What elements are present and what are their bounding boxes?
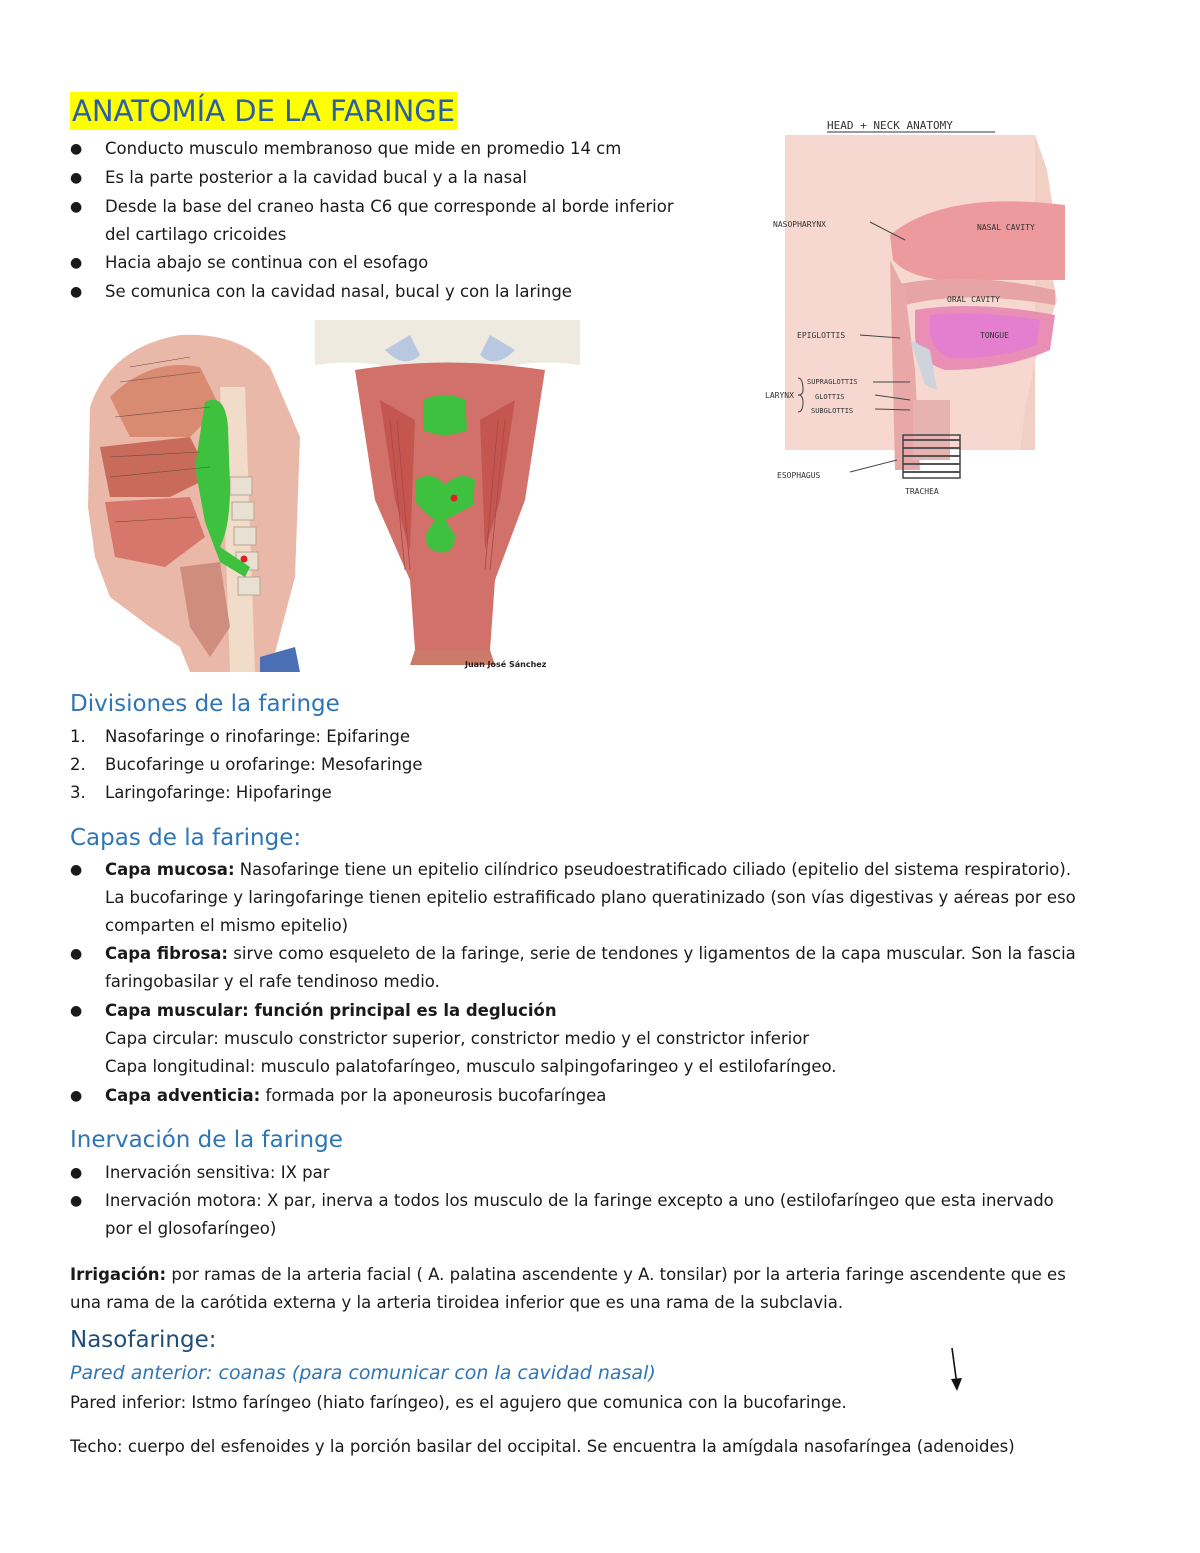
irrigacion-paragraph	[70, 1265, 1066, 1285]
nasofaringe-techo: Techo: cuerpo del esfenoides y la porción basilar del occipital. Se encuentra la amígdala nasofaríngea (adenoides)	[70, 1437, 1015, 1456]
term-text: sirve como esqueleto de la faringe, serie de tendones y ligamentos de la capa muscular. Son la fascia	[228, 944, 1076, 963]
list-number: 2.	[70, 755, 86, 774]
list-number: 3.	[70, 783, 86, 802]
posterior-pharynx-figure	[315, 320, 580, 672]
term-label: Capa fibrosa:	[105, 944, 229, 963]
list-item-continuation: Capa circular: musculo constrictor superior, constrictor medio y el constrictor inferior	[105, 1029, 810, 1048]
list-item: Bucofaringe u orofaringe: Mesofaringe	[105, 755, 423, 774]
list-item-mucosa	[105, 860, 1071, 880]
list-item-continuation: faringobasilar y el rafe tendinoso medio.	[105, 972, 440, 991]
nasofaringe-pared-anterior: Pared anterior: coanas (para comunicar con la cavidad nasal)	[70, 1362, 656, 1384]
list-item-continuation: por el glosofaríngeo)	[105, 1219, 277, 1238]
posterior-pharynx-illustration	[315, 320, 580, 672]
list-item: Inervación motora: X par, inerva a todos los musculo de la faringe excepto a uno (estilofaríngeo que esta inervado	[105, 1191, 1054, 1210]
term-label: Capa adventicia:	[105, 1086, 261, 1105]
term-text: Nasofaringe tiene un epitelio cilíndrico pseudoestratificado ciliado (epitelio del sistema respiratorio).	[234, 860, 1072, 879]
list-item-continuation: del cartilago cricoides	[105, 225, 287, 244]
esophagus-label: ESOPHAGUS	[777, 471, 821, 480]
section-heading-nasofaringe: Nasofaringe:	[70, 1327, 217, 1353]
nasofaringe-pared-inferior: Pared inferior: Istmo faríngeo (hiato faríngeo), es el agujero que comunica con la bucofaringe.	[70, 1393, 847, 1412]
image-credit: Juan José Sánchez	[465, 660, 547, 669]
glottis-label: GLOTTIS	[815, 393, 845, 401]
nasal-cavity-label: NASAL CAVITY	[977, 223, 1035, 232]
bullet-icon: ●	[70, 1193, 83, 1209]
list-item-continuation: La bucofaringe y laringofaringe tienen epitelio estrafificado plano queratinizado (son vías digestivas y aéreas por eso	[105, 888, 1076, 907]
tongue-label: TONGUE	[980, 331, 1009, 340]
term-label: Capa muscular: función principal es la deglución	[105, 1001, 557, 1020]
bullet-icon: ●	[70, 170, 83, 186]
head-neck-anatomy-figure	[765, 110, 1065, 500]
bullet-icon: ●	[70, 946, 83, 962]
term-label: Capa mucosa:	[105, 860, 235, 879]
subglottis-label: SUBGLOTTIS	[811, 407, 854, 415]
list-item: Inervación sensitiva: IX par	[105, 1163, 330, 1182]
oral-cavity-label: ORAL CAVITY	[947, 295, 1000, 304]
larynx-label: LARYNX	[765, 391, 794, 400]
list-item: Es la parte posterior a la cavidad bucal y a la nasal	[105, 168, 527, 187]
list-item: Se comunica con la cavidad nasal, bucal y con la laringe	[105, 282, 572, 301]
figure-title: HEAD + NECK ANATOMY	[827, 119, 953, 132]
nasopharynx-label: NASOPHARYNX	[773, 220, 826, 229]
sagittal-section-figure	[70, 327, 308, 672]
section-heading-divisiones: Divisiones de la faringe	[70, 691, 340, 717]
list-item: Hacia abajo se continua con el esofago	[105, 253, 429, 272]
term-text: formada por la aponeurosis bucofaríngea	[260, 1086, 607, 1105]
list-item: Desde la base del craneo hasta C6 que corresponde al borde inferior	[105, 197, 674, 216]
list-item: Nasofaringe o rinofaringe: Epifaringe	[105, 727, 411, 746]
list-item-fibrosa	[105, 944, 1076, 964]
list-number: 1.	[70, 727, 86, 746]
sagittal-section-illustration	[70, 327, 308, 672]
list-item-continuation: comparten el mismo epitelio)	[105, 916, 349, 935]
section-heading-inervacion: Inervación de la faringe	[70, 1127, 343, 1153]
epiglottis-label: EPIGLOTTIS	[797, 331, 846, 340]
term-label: Irrigación:	[70, 1265, 167, 1284]
bullet-icon: ●	[70, 141, 83, 157]
bullet-icon: ●	[70, 1088, 83, 1104]
term-text: por ramas de la arteria facial ( A. palatina ascendente y A. tonsilar) por la arteria faringe ascendente que es	[166, 1265, 1066, 1284]
trachea-label: TRACHEA	[905, 487, 939, 496]
list-item-muscular	[105, 1001, 557, 1021]
bullet-icon: ●	[70, 284, 83, 300]
bullet-icon: ●	[70, 862, 83, 878]
bullet-icon: ●	[70, 1165, 83, 1181]
bullet-icon: ●	[70, 255, 83, 271]
arrow-down-icon	[940, 1345, 970, 1395]
list-item-adventicia	[105, 1086, 606, 1106]
supraglottis-label: SUPRAGLOTTIS	[807, 378, 858, 386]
bullet-icon: ●	[70, 1003, 83, 1019]
list-item: Laringofaringe: Hipofaringe	[105, 783, 332, 802]
list-item-continuation: Capa longitudinal: musculo palatofaríngeo, musculo salpingofaringeo y el estilofaríngeo.	[105, 1057, 837, 1076]
head-neck-anatomy-illustration	[765, 110, 1065, 500]
section-heading-capas: Capas de la faringe:	[70, 825, 302, 851]
irrigacion-continuation: una rama de la carótida externa y la arteria tiroidea inferior que es una rama de la subclavia.	[70, 1293, 844, 1312]
list-item: Conducto musculo membranoso que mide en promedio 14 cm	[105, 139, 622, 158]
page-title: ANATOMÍA DE LA FARINGE	[72, 94, 456, 128]
bullet-icon: ●	[70, 199, 83, 215]
